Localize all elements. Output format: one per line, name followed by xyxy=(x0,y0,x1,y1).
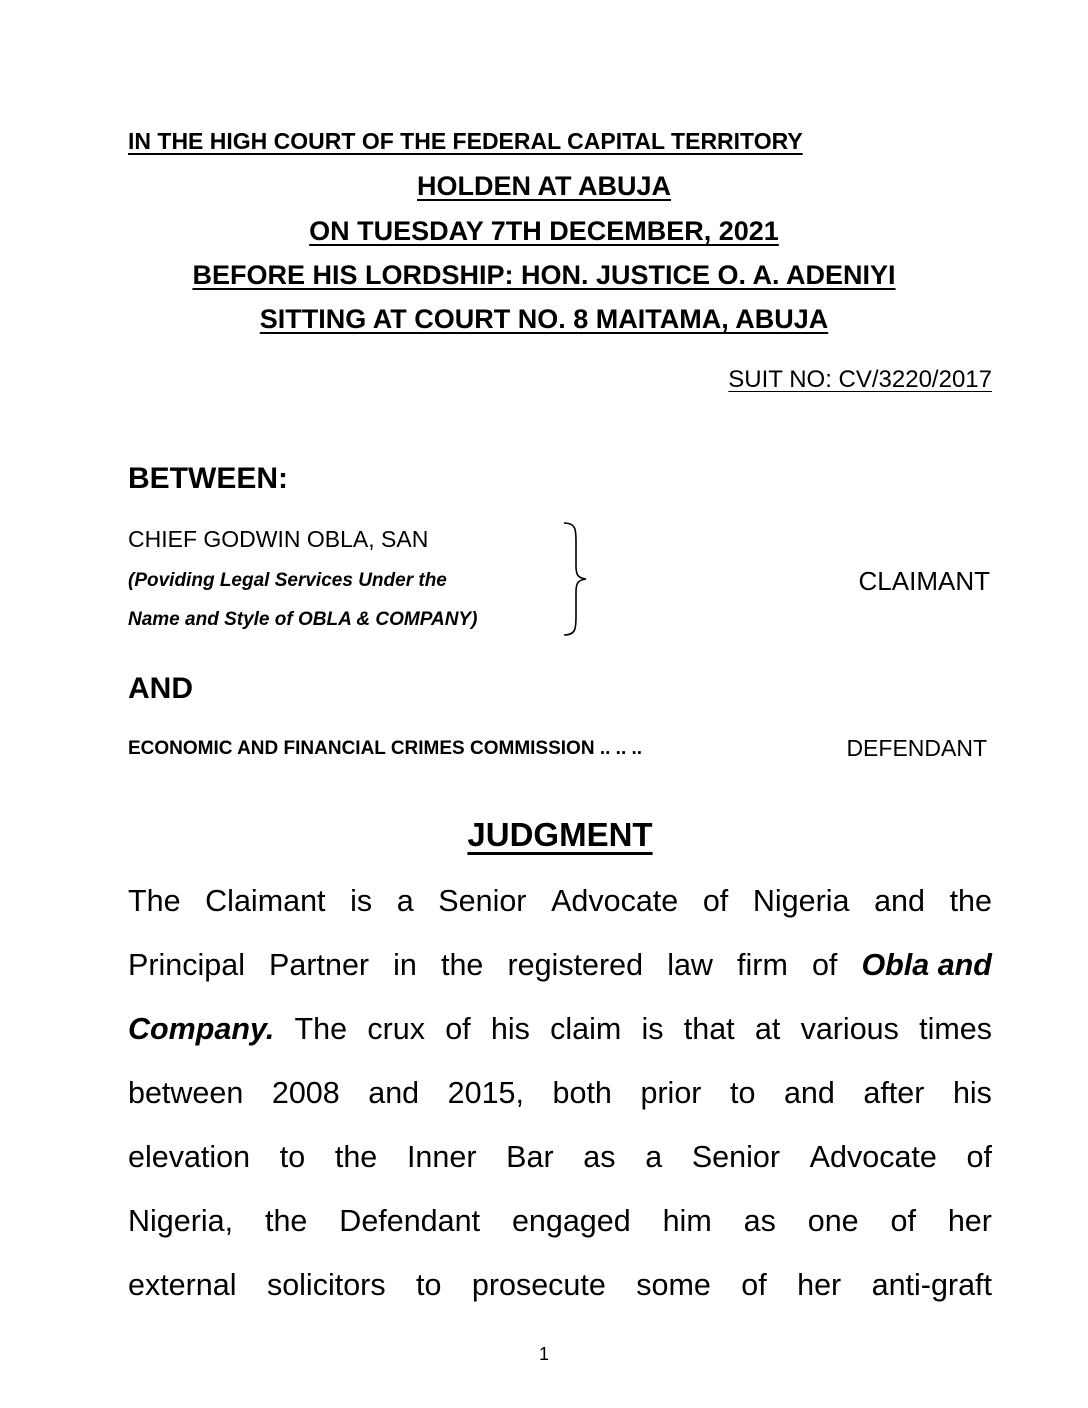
before-line xyxy=(128,260,960,291)
body-word: Advocate xyxy=(551,884,679,918)
body-line xyxy=(128,1268,992,1303)
body-line xyxy=(128,948,992,983)
body-word: both xyxy=(552,1076,612,1110)
court-title: IN THE HIGH COURT OF THE FEDERAL CAPITAL TERRITORY xyxy=(128,128,803,154)
body-word: some xyxy=(636,1268,711,1302)
claimant-note-line-2: Name and Style of OBLA & COMPANY) xyxy=(128,609,478,630)
body-line xyxy=(128,1140,992,1175)
date-line xyxy=(128,216,960,247)
body-word: the xyxy=(265,1204,308,1238)
before-text: BEFORE HIS LORDSHIP: HON. JUSTICE O. A. ADENIYI xyxy=(192,260,896,290)
body-word: Senior xyxy=(691,1140,780,1174)
body-word: Nigeria, xyxy=(128,1204,234,1238)
body-word: the xyxy=(440,948,484,982)
body-word: that xyxy=(683,1012,735,1046)
sitting-line xyxy=(128,304,960,335)
defendant-label: DEFENDANT xyxy=(846,735,987,761)
body-word: the xyxy=(949,884,992,918)
body-word: and xyxy=(783,1076,835,1110)
page-number: 1 xyxy=(538,1344,549,1364)
body-word: prosecute xyxy=(471,1268,606,1302)
body-word: in xyxy=(393,948,417,982)
body-word: Nigeria xyxy=(752,884,850,918)
claimant-note-line-1: (Poviding Legal Services Under the xyxy=(128,570,447,591)
body-word: to xyxy=(416,1268,442,1302)
judgment-title: JUDGMENT xyxy=(467,816,653,853)
body-word: solicitors xyxy=(266,1268,386,1302)
body-word: the xyxy=(334,1140,378,1174)
body-word: Partner xyxy=(269,948,370,982)
body-word: and xyxy=(874,884,925,918)
holden-line xyxy=(128,171,960,202)
body-word: 2015, xyxy=(447,1076,524,1110)
body-word: times xyxy=(919,1012,992,1046)
body-word: to xyxy=(279,1140,306,1174)
sitting-text: SITTING AT COURT NO. 8 MAITAMA, ABUJA xyxy=(259,304,829,334)
between-label: BETWEEN: xyxy=(128,462,288,495)
body-word: Bar xyxy=(506,1140,554,1174)
body-word: is xyxy=(350,884,373,918)
body-word: crux xyxy=(367,1012,425,1046)
body-word: of xyxy=(445,1012,471,1046)
body-word: and xyxy=(368,1076,420,1110)
suit-number: SUIT NO: CV/3220/2017 xyxy=(728,366,992,393)
body-line xyxy=(128,884,992,919)
body-word: The xyxy=(294,1012,348,1046)
body-word: of xyxy=(890,1204,916,1238)
body-word: a xyxy=(396,884,414,918)
body-word: of xyxy=(741,1268,767,1302)
body-word: his xyxy=(952,1076,992,1110)
body-word: her xyxy=(797,1268,842,1302)
defendant-name: ECONOMIC AND FINANCIAL CRIMES COMMISSION .. .. .. xyxy=(128,738,643,759)
body-word: between xyxy=(128,1076,244,1110)
body-word: a xyxy=(645,1140,663,1174)
body-word: Company. xyxy=(128,1012,275,1046)
body-word: as xyxy=(743,1204,776,1238)
body-line xyxy=(128,1204,992,1239)
body-word: Senior xyxy=(438,884,527,918)
body-word: Claimant xyxy=(205,884,326,918)
body-word: one xyxy=(807,1204,859,1238)
body-word: Inner xyxy=(406,1140,477,1174)
body-word: engaged xyxy=(511,1204,631,1238)
body-word: Obla and xyxy=(861,948,992,982)
body-line xyxy=(128,1012,992,1047)
body-word: elevation xyxy=(128,1140,251,1174)
body-word: The xyxy=(128,884,181,918)
claimant-name: CHIEF GODWIN OBLA, SAN xyxy=(128,526,429,552)
body-word: as xyxy=(583,1140,616,1174)
body-word: his xyxy=(490,1012,530,1046)
body-word: of xyxy=(702,884,729,918)
curly-brace-icon xyxy=(560,520,590,638)
body-word: her xyxy=(947,1204,992,1238)
body-word: of xyxy=(966,1140,992,1174)
claimant-label: CLAIMANT xyxy=(858,566,990,596)
body-word: registered xyxy=(507,948,644,982)
body-word: law xyxy=(667,948,713,982)
and-label: AND xyxy=(128,672,193,705)
body-word: 2008 xyxy=(271,1076,340,1110)
body-word: Defendant xyxy=(339,1204,481,1238)
body-word: at xyxy=(754,1012,781,1046)
body-word: after xyxy=(863,1076,925,1110)
body-word: claim xyxy=(550,1012,622,1046)
body-word: him xyxy=(662,1204,712,1238)
body-word: various xyxy=(800,1012,899,1046)
body-word: external xyxy=(128,1268,237,1302)
body-word: prior xyxy=(640,1076,702,1110)
body-word: firm xyxy=(737,948,788,982)
body-word: of xyxy=(811,948,838,982)
body-word: is xyxy=(641,1012,664,1046)
body-word: anti-graft xyxy=(871,1268,992,1302)
date-text: ON TUESDAY 7TH DECEMBER, 2021 xyxy=(309,216,779,246)
body-line xyxy=(128,1076,992,1111)
body-word: Principal xyxy=(128,948,245,982)
body-word: Advocate xyxy=(809,1140,937,1174)
holden-text: HOLDEN AT ABUJA xyxy=(417,171,671,201)
body-word: to xyxy=(729,1076,756,1110)
